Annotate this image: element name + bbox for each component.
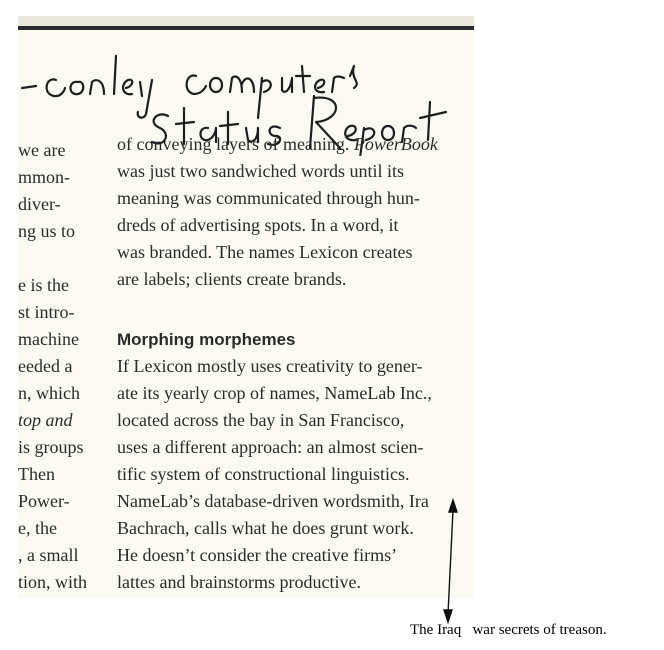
text-line: uses a different approach: an almost scien- bbox=[117, 437, 424, 457]
text-line: n, which bbox=[18, 383, 80, 403]
page-top-rule bbox=[18, 26, 474, 30]
text-line: ate its yearly crop of names, NameLab Inc., bbox=[117, 383, 432, 403]
text-line: is groups bbox=[18, 437, 84, 457]
text-line: , a small bbox=[18, 545, 79, 565]
text-line: If Lexicon mostly uses creativity to gener- bbox=[117, 356, 423, 376]
text-line: top and bbox=[18, 410, 73, 430]
text-line: He doesn’t consider the creative firms’ bbox=[117, 545, 398, 565]
text-line: Then bbox=[18, 464, 55, 484]
text-line: tion, with bbox=[18, 572, 88, 592]
text-line: ng us to bbox=[18, 221, 76, 241]
section-heading: Morphing morphemes bbox=[117, 330, 296, 349]
text-line: Bachrach, calls what he does grunt work. bbox=[117, 518, 414, 538]
text-line bbox=[117, 131, 474, 158]
text-line: machine bbox=[18, 329, 79, 349]
text-line: are labels; clients create brands. bbox=[117, 269, 347, 289]
text-line: meaning was communicated through hun- bbox=[117, 188, 420, 208]
text-line: was branded. The names Lexicon creates bbox=[117, 242, 413, 262]
italic-term: PowerBook bbox=[353, 134, 438, 154]
text-line: was just two sandwiched words until its bbox=[117, 161, 404, 181]
text-line: diver- bbox=[18, 194, 61, 214]
text-span: of conveying layers of meaning. bbox=[117, 134, 350, 154]
text-line: dreds of advertising spots. In a word, it bbox=[117, 215, 399, 235]
text-line: NameLab’s database-driven wordsmith, Ira bbox=[117, 491, 429, 511]
text-line: lattes and brainstorms productive. bbox=[117, 572, 361, 592]
text-line bbox=[18, 245, 102, 272]
paragraph-gap bbox=[117, 293, 474, 320]
text-line: st intro- bbox=[18, 302, 75, 322]
text-line: mmon- bbox=[18, 167, 70, 187]
text-line: e is the bbox=[18, 275, 69, 295]
text-line: tific system of constructional linguistics. bbox=[117, 464, 410, 484]
text-line: we are bbox=[18, 140, 66, 160]
text-line: Power- bbox=[18, 491, 70, 511]
caption-text: The Iraq war secrets of treason. bbox=[410, 622, 607, 638]
right-column-text bbox=[117, 131, 474, 596]
text-line: e, the bbox=[18, 518, 57, 538]
page-edge-shade bbox=[18, 16, 474, 26]
text-line: located across the bay in San Francisco, bbox=[117, 410, 405, 430]
scanned-page bbox=[18, 16, 474, 598]
left-column-text bbox=[18, 137, 102, 596]
text-line: eeded a bbox=[18, 356, 73, 376]
